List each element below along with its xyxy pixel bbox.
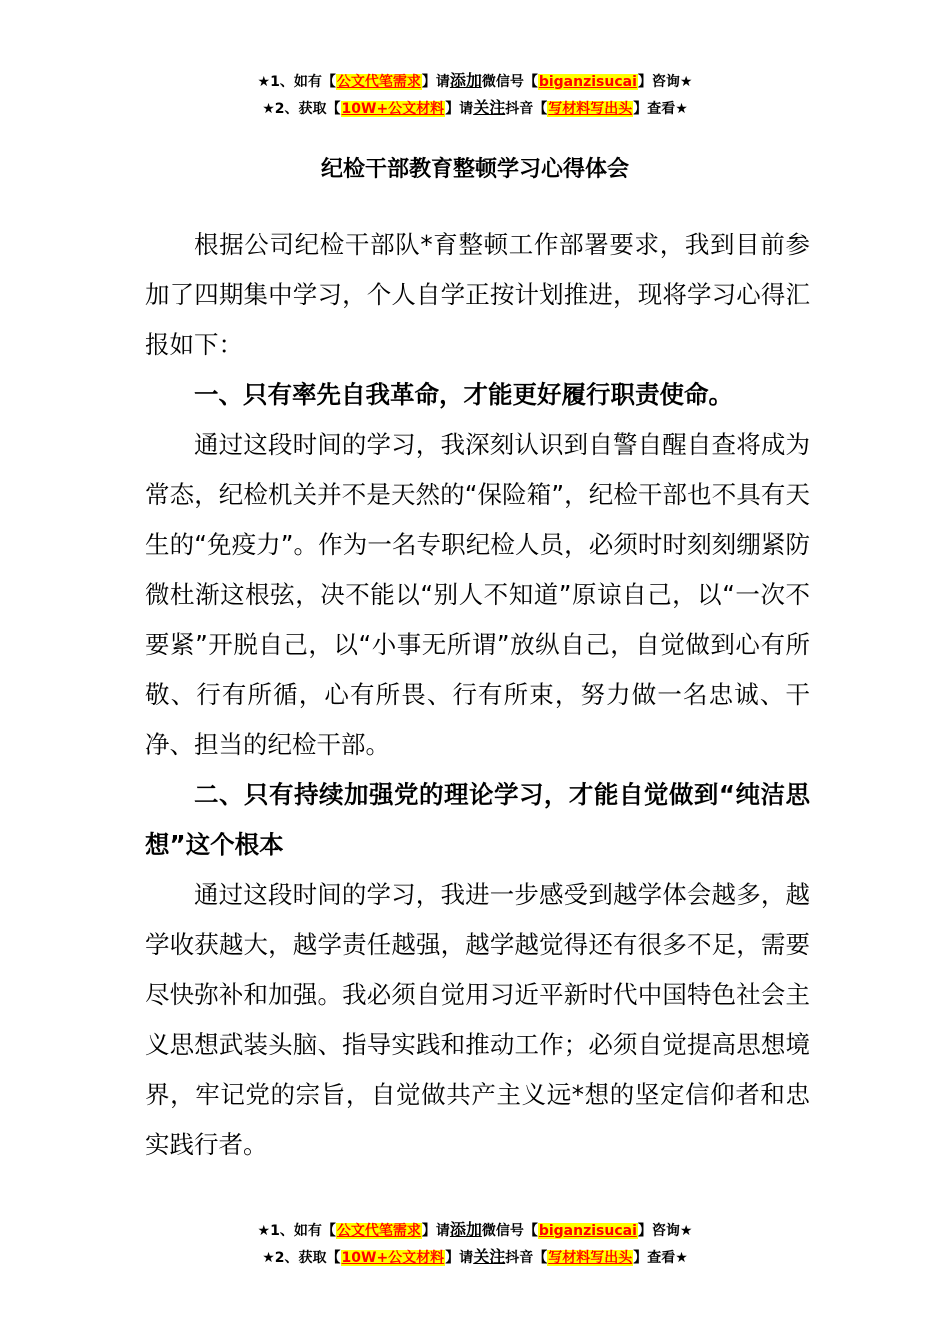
banner-text: 1、如有【	[270, 74, 336, 90]
paragraph-section-2: 通过这段时间的学习，我进一步感受到越学体会越多，越学收获越大，越学责任越强，越学越觉得还有很多不足，需要尽快弥补和加强。我必须自觉用习近平新时代中国特色社会主义思想武装头脑、指导实践和推动工作；必须自觉提高思想境界，牢记党的宗旨，自觉做共产主义远*想的坚定信仰者和忠实践行者。	[145, 880, 810, 1159]
highlight-materials: 10W+公文材料	[341, 1250, 445, 1266]
highlight-materials: 10W+公文材料	[341, 101, 445, 117]
banner-text: 】咨询★	[637, 74, 693, 90]
star-icon: ★	[262, 101, 275, 117]
banner-text: 微信号【	[481, 74, 538, 90]
star-icon: ★	[262, 1250, 275, 1266]
banner-text: 】查看★	[633, 101, 688, 117]
star-icon: ★	[257, 74, 271, 90]
banner-text: 】请	[421, 1223, 450, 1239]
banner-emphasis: 添加	[449, 71, 482, 90]
banner-text: 】请	[445, 101, 474, 117]
highlight-douyin-id: 写材料写出头	[548, 101, 633, 117]
star-icon: ★	[257, 1223, 271, 1239]
paragraph-intro: 根据公司纪检干部队*育整顿工作部署要求，我到目前参加了四期集中学习，个人自学正按计划推进，现将学习心得汇报如下：	[145, 230, 810, 359]
banner-text: 】咨询★	[637, 1223, 693, 1239]
highlight-wechat-id: biganzisucai	[538, 1223, 637, 1239]
banner-line-2	[0, 1244, 950, 1271]
banner-text: 2、获取【	[274, 101, 341, 117]
highlight-wechat-id: biganzisucai	[538, 74, 637, 90]
document-title: 纪检干部教育整顿学习心得体会	[320, 157, 629, 182]
banner-emphasis: 关注	[473, 1247, 506, 1266]
section-heading-1: 一、只有率先自我革命，才能更好履行职责使命。	[194, 380, 733, 409]
document-body	[145, 220, 810, 1170]
banner-text: 抖音【	[505, 101, 548, 117]
paragraph-section-1: 通过这段时间的学习，我深刻认识到自警自醒自查将成为常态，纪检机关并不是天然的“保险箱”，纪检干部也不具有天生的“免疫力”。作为一名专职纪检人员，必须时时刻刻绷紧防微杜渐这根弦，决不能以“别人不知道”原谅自己，以“一次不要紧”开脱自己，以“小事无所谓”放纵自己，自觉做到心有所敬、行有所循，心有所畏、行有所束，努力做一名忠诚、干净、担当的纪检干部。	[145, 430, 810, 759]
banner-text: 】查看★	[633, 1250, 688, 1266]
banner-text: 2、获取【	[274, 1250, 341, 1266]
banner-text: 抖音【	[505, 1250, 548, 1266]
banner-line-1	[0, 1217, 950, 1244]
section-heading-2: 二、只有持续加强党的理论学习，才能自觉做到“纯洁思想”这个根本	[145, 780, 810, 859]
banner-text: 】请	[421, 74, 450, 90]
banner-line-1	[0, 68, 950, 95]
banner-text: 1、如有【	[270, 1223, 336, 1239]
highlight-douyin-id: 写材料写出头	[548, 1250, 633, 1266]
banner-text: 微信号【	[481, 1223, 538, 1239]
header-banner	[0, 68, 950, 122]
banner-line-2	[0, 95, 950, 122]
banner-emphasis: 添加	[449, 1220, 482, 1239]
highlight-service: 公文代笔需求	[336, 1223, 421, 1239]
banner-emphasis: 关注	[473, 98, 506, 117]
banner-text: 】请	[445, 1250, 474, 1266]
highlight-service: 公文代笔需求	[336, 74, 421, 90]
footer-banner	[0, 1217, 950, 1271]
